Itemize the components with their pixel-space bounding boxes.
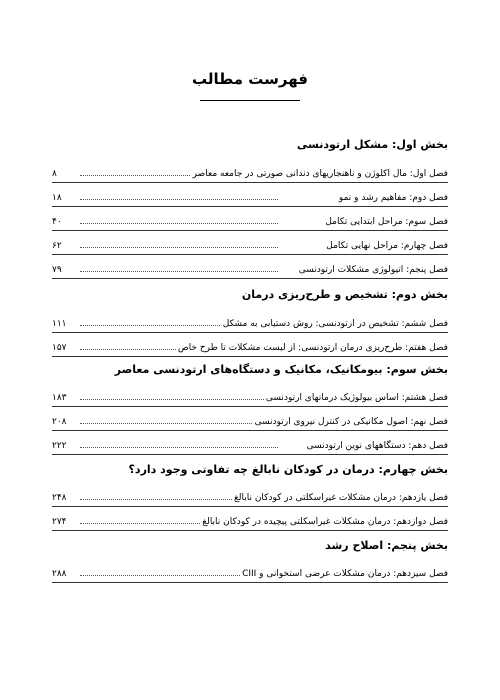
page-number: ۲۸۸ — [52, 569, 67, 579]
title-underline — [200, 100, 300, 101]
toc-entry[interactable] — [52, 316, 448, 333]
toc-entry[interactable] — [52, 438, 448, 455]
page-number: ۴۰ — [52, 217, 62, 227]
chapter-title: فصل هشتم: اساس بیولوژیک درمانهای ارتودنسی — [265, 393, 448, 403]
toc-entry[interactable] — [52, 490, 448, 507]
toc-entry[interactable] — [52, 190, 448, 207]
leader-dots — [80, 399, 278, 400]
leader-dots — [80, 247, 278, 248]
leader-dots — [80, 223, 278, 224]
page-number: ۱۵۷ — [52, 343, 67, 353]
part-heading: بخش چهارم: درمان در کودکان نابالغ چه تفاوتی وجود دارد؟ — [128, 463, 448, 476]
toc-entry[interactable] — [52, 214, 448, 231]
chapter-title: فصل ششم: تشخیص در ارتودنسی: روش دستیابی به مشکل — [222, 319, 448, 329]
toc-entry[interactable] — [52, 340, 448, 357]
toc-entry[interactable] — [52, 262, 448, 279]
leader-dots — [80, 423, 278, 424]
page-number: ۱۸ — [52, 193, 62, 203]
page-number: ۱۱۱ — [52, 319, 67, 329]
page-number: ۲۲۲ — [52, 441, 67, 451]
chapter-title: فصل اول: مال اکلوژن و ناهنجاریهای دندانی صورتی در جامعه معاصر — [192, 169, 448, 179]
toc-entry[interactable] — [52, 390, 448, 407]
page-number: ۶۲ — [52, 241, 62, 251]
page-title: فهرست مطالب — [192, 70, 308, 88]
page-number: ۷۹ — [52, 265, 62, 275]
chapter-title: فصل دهم: دستگاههای نوین ارتودنسی — [306, 441, 448, 451]
toc-entry[interactable] — [52, 238, 448, 255]
page-number: ۲۴۸ — [52, 493, 67, 503]
chapter-title: فصل نهم: اصول مکانیکی در کنترل نیروی ارتودنسی — [254, 417, 448, 427]
toc-entry[interactable] — [52, 514, 448, 531]
chapter-title: فصل سوم: مراحل ابتدایی تکامل — [325, 217, 448, 227]
toc-entry[interactable] — [52, 166, 448, 183]
part-heading: بخش اول: مشکل ارتودنسی — [296, 138, 448, 151]
chapter-title: فصل چهارم: مراحل نهایی تکامل — [326, 241, 448, 251]
page-number: ۸ — [52, 169, 57, 179]
leader-dots — [80, 271, 278, 272]
part-heading: بخش سوم: بیومکانیک، مکانیک و دستگاه‌های ارتودنسی معاصر — [114, 363, 448, 376]
page-number: ۲۰۸ — [52, 417, 67, 427]
part-heading: بخش پنجم: اصلاح رشد — [325, 539, 448, 552]
chapter-title: فصل پنجم: اتیولوژی مشکلات ارتودنسی — [298, 265, 448, 275]
chapter-title: فصل دوم: مفاهیم رشد و نمو — [338, 193, 448, 203]
toc-entry[interactable] — [52, 414, 448, 431]
part-heading: بخش دوم: تشخیص و طرح‌ریزی درمان — [241, 288, 448, 301]
page-number: ۱۸۳ — [52, 393, 67, 403]
toc-entry[interactable] — [52, 566, 448, 583]
leader-dots — [80, 447, 278, 448]
chapter-title: فصل دوازدهم: درمان مشکلات غیراسکلتی پیچیده در کودکان نابالغ — [202, 517, 448, 527]
page-number: ۲۷۴ — [52, 517, 67, 527]
chapter-title: فصل یازدهم: درمان مشکلات غیراسکلتی در کودکان نابالغ — [233, 493, 448, 503]
leader-dots — [80, 199, 278, 200]
chapter-title: فصل سیزدهم: درمان مشکلات عرضی استخوانی و CIII — [242, 569, 448, 579]
chapter-title: فصل هفتم: طرح‌ریزی درمان ارتودنسی: از لیست مشکلات تا طرح خاص — [177, 343, 448, 353]
